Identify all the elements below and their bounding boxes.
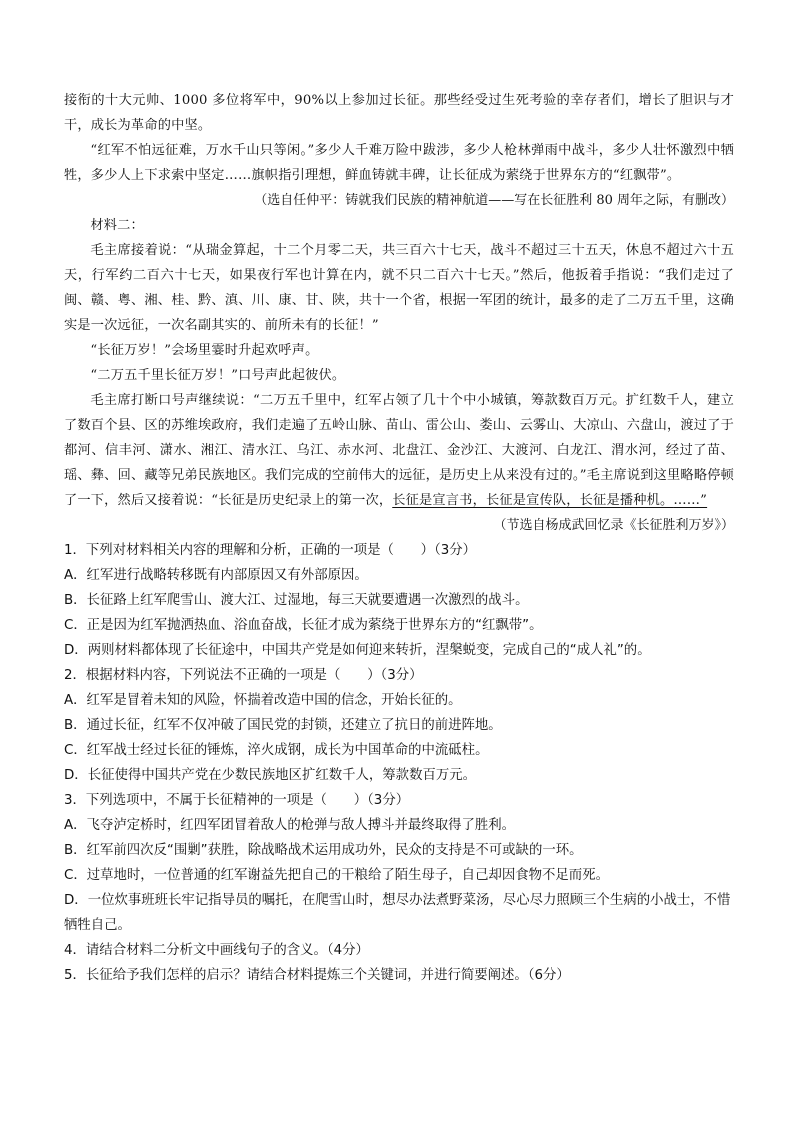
material1-paragraph-1: 接衔的十大元帅、1000 多位将军中，90%以上参加过长征。那些经受过生死考验的幸存者们，增长了胆识与才干，成长为革命的中坚。 (64, 93, 734, 133)
material2-paragraph-4 (64, 388, 734, 513)
material2-paragraph-3: “二万五千里长征万岁！”口号声此起彼伏。 (90, 368, 346, 383)
question-1-option-c: C．正是因为红军抛洒热血、浴血奋战，长征才成为萦绕于世界东方的“红飘带”。 (64, 618, 543, 633)
question-2: 2．根据材料内容，下列说法不正确的一项是（ ）（3分） (64, 668, 423, 683)
material2-heading: 材料二： (90, 218, 144, 233)
question-5: 5．长征给予我们怎样的启示？请结合材料提炼三个关键词，并进行简要阐述。（6分） (64, 968, 570, 983)
question-2-option-a: A．红军是冒着未知的风险，怀揣着改造中国的信念，开始长征的。 (64, 693, 462, 708)
question-1-option-a: A．红军进行战略转移既有内部原因又有外部原因。 (64, 568, 368, 583)
question-3-option-b: B．红军前四次反“围剿”获胜，除战略战术运用成功外，民众的支持是不可或缺的一环。 (64, 843, 583, 858)
material2-paragraph-1: 毛主席接着说：“从瑞金算起，十二个月零二天，共三百六十七天，战斗不超过三十五天，休息不超过六十五天，行军约二百六十七天，如果夜行军也计算在内，就不只二百六十七天。”然后，他扳着手指说：“我们走过了闽、赣、粤、湘、桂、黔、滇、川、康、甘、陕，共十一个省，根据一军团的统计，最多的走了二万五千里，这确实是一次远征，一次名副其实的、前所未有的长征！” (64, 243, 734, 333)
question-1: 1．下列对材料相关内容的理解和分析，正确的一项是（ ）（3分） (64, 543, 477, 558)
question-3: 3．下列选项中，不属于长征精神的一项是（ ）（3分） (64, 793, 410, 808)
question-3-option-d: D．一位炊事班班长牢记指导员的嘱托，在爬雪山时，想尽办法煮野菜汤，尽心尽力照顾三个生病的小战士，不惜牺牲自己。 (64, 893, 731, 933)
material1-paragraph-2: “红军不怕远征难，万水千山只等闲。”多少人千难万险中跋涉，多少人枪林弹雨中战斗，多少人壮怀激烈中牺牲，多少人上下求索中坚定……旗帜指引理想，鲜血铸就丰碑，让长征成为萦绕于世界东方的“红飘带”。 (64, 143, 734, 183)
underlined-tail: ……” (673, 493, 708, 508)
question-1-option-d: D．两则材料都体现了长征途中，中国共产党是如何迎来转折，涅槃蜕变，完成自己的“成人礼”的。 (64, 643, 651, 658)
material2-source: （节选自杨成武回忆录《长征胜利万岁》） (493, 518, 734, 533)
question-2-option-d: D．长征使得中国共产党在少数民族地区扩红数千人，筹款数百万元。 (64, 768, 477, 783)
question-2-option-c: C．红军战士经过长征的锤炼，淬火成钢，成长为中国革命的中流砥柱。 (64, 743, 489, 758)
material2-paragraph-4-text: 毛主席打断口号声继续说：“二万五千里中，红军占领了几十个中小城镇，筹款数百万元。扩红数千人，建立了数百个县、区的苏维埃政府，我们走遍了五岭山脉、苗山、雷公山、娄山、云雾山、大凉山、六盘山，渡过了于都河、信丰河、潇水、湘江、清水江、乌江、赤水河、北盘江、金沙江、大渡河、白龙江、渭水河，经过了苗、瑶、彝、回、藏等兄弟民族地区。我们完成的空前伟大的远征，是历史上从来没有过的。”毛主席说到这里略略停顿了一下，然后又接着说：“长征是历史纪录上的第一次， (64, 393, 734, 508)
material2-paragraph-2: “长征万岁！”会场里霎时升起欢呼声。 (90, 343, 319, 358)
material1-source: （选自任仲平：铸就我们民族的精神航道——写在长征胜利 80 周年之际，有删改） (254, 193, 734, 208)
question-3-option-c: C．过草地时，一位普通的红军谢益先把自己的干粮给了陌生母子，自己却因食物不足而死。 (64, 868, 609, 883)
exam-page (64, 88, 734, 988)
question-2-option-b: B．通过长征，红军不仅冲破了国民党的封锁，还建立了抗日的前进阵地。 (64, 718, 502, 733)
questions-section (64, 538, 734, 988)
question-1-option-b: B．长征路上红军爬雪山、渡大江、过湿地，每三天就要遭遇一次激烈的战斗。 (64, 593, 529, 608)
underlined-sentence: 长征是宣言书，长征是宣传队，长征是播种机。 (392, 493, 674, 508)
question-4: 4．请结合材料二分析文中画线句子的含义。（4分） (64, 943, 369, 958)
question-3-option-a: A．飞夺泸定桥时，红四军团冒着敌人的枪弹与敌人搏斗并最终取得了胜利。 (64, 818, 516, 833)
